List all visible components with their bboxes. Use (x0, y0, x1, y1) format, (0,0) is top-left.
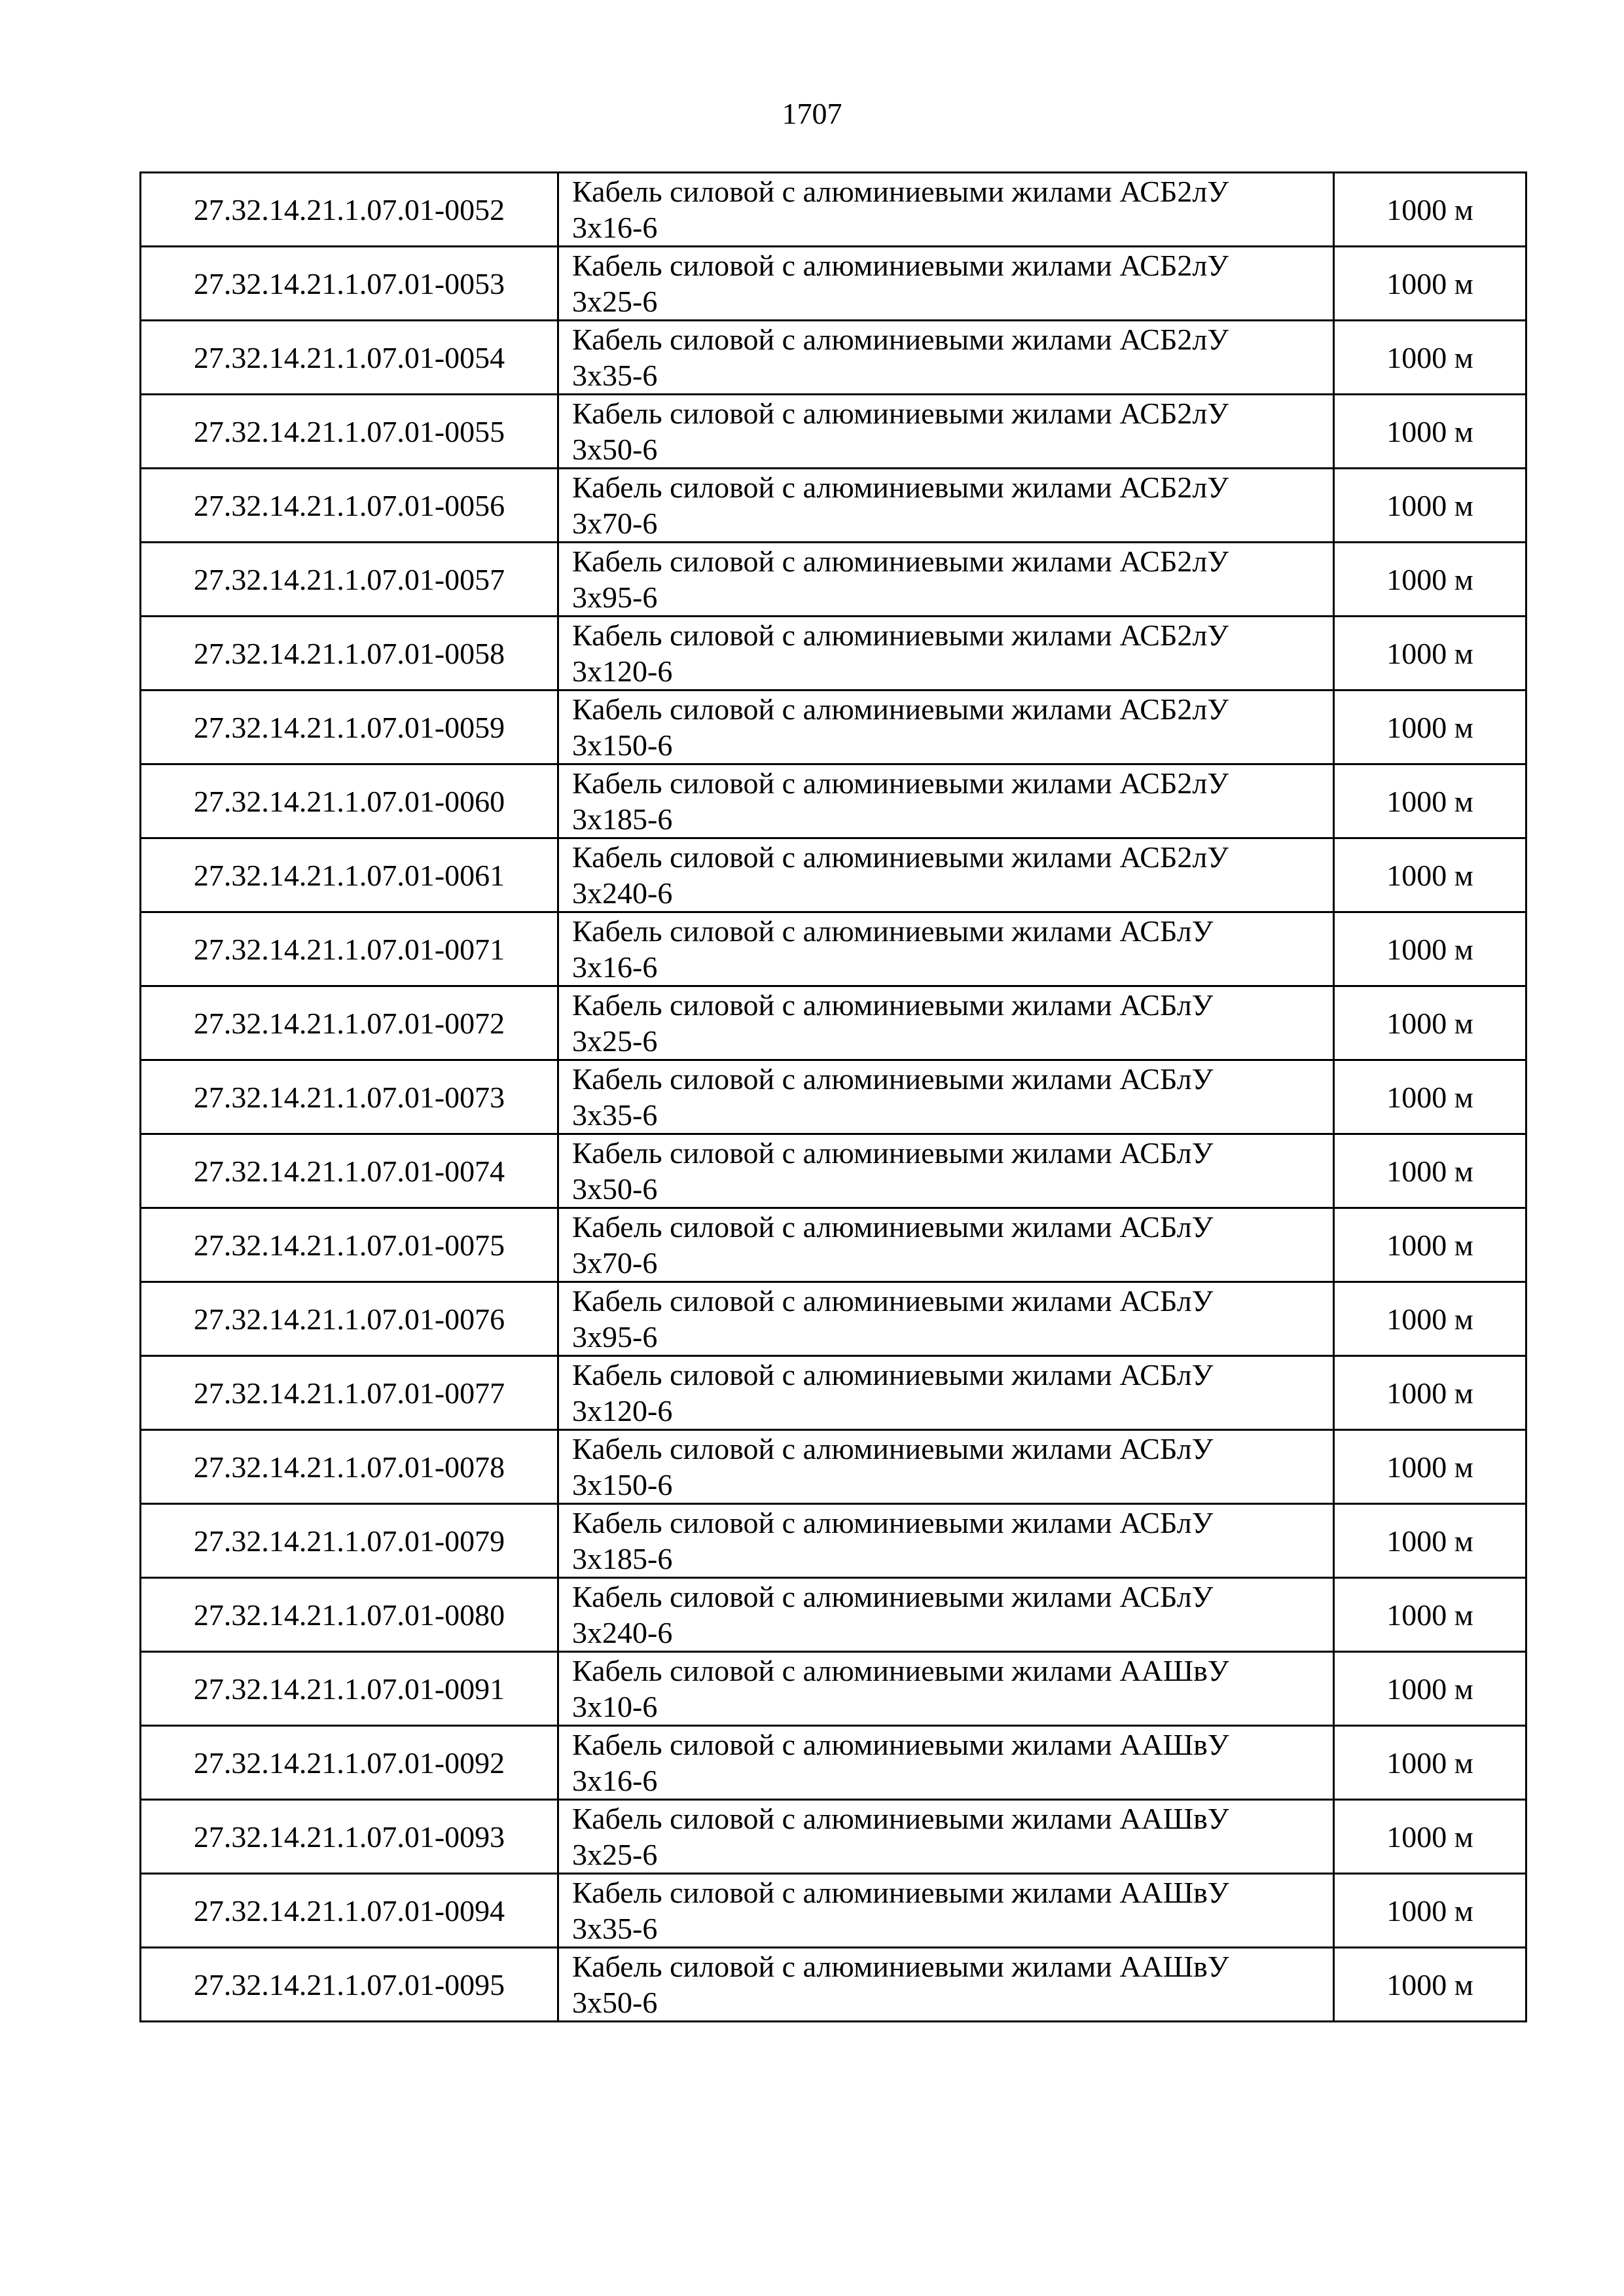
item-name-cell (558, 1282, 1334, 1356)
item-name-line-1: Кабель силовой с алюминиевыми жилами АСБ2лУ (572, 766, 1229, 800)
item-name-cell (558, 1060, 1334, 1134)
item-name-line-1: Кабель силовой с алюминиевыми жилами ААШвУ (572, 1876, 1229, 1909)
item-unit-cell: 1000 м (1334, 1948, 1526, 2022)
item-name-cell (558, 469, 1334, 543)
item-unit-cell: 1000 м (1334, 1652, 1526, 1726)
item-unit-cell: 1000 м (1334, 912, 1526, 986)
item-name-line-1: Кабель силовой с алюминиевыми жилами АСБ2лУ (572, 471, 1229, 504)
item-unit-cell: 1000 м (1334, 1356, 1526, 1430)
item-unit-cell: 1000 м (1334, 1282, 1526, 1356)
item-name-line-1: Кабель силовой с алюминиевыми жилами АСБ2лУ (572, 840, 1229, 874)
item-code-cell: 27.32.14.21.1.07.01-0074 (141, 1134, 558, 1208)
item-name-line-2: 3х35-6 (572, 1912, 658, 1945)
table-row (141, 1504, 1526, 1578)
item-name-line-2: 3х35-6 (572, 359, 658, 392)
item-name-line-1: Кабель силовой с алюминиевыми жилами АСБ2лУ (572, 619, 1229, 652)
item-name-line-2: 3х25-6 (572, 285, 658, 318)
item-name-line-2: 3х10-6 (572, 1690, 658, 1723)
item-name-cell (558, 691, 1334, 764)
item-name-cell (558, 395, 1334, 469)
item-name-cell (558, 1356, 1334, 1430)
table-row (141, 1430, 1526, 1504)
item-unit-cell: 1000 м (1334, 1800, 1526, 1874)
item-name-line-2: 3х25-6 (572, 1838, 658, 1871)
item-name-cell (558, 1726, 1334, 1800)
item-unit-cell: 1000 м (1334, 1208, 1526, 1282)
item-name-cell (558, 1652, 1334, 1726)
table-row (141, 1800, 1526, 1874)
table-row (141, 986, 1526, 1060)
item-name-line-2: 3х150-6 (572, 728, 673, 762)
item-name-line-2: 3х70-6 (572, 507, 658, 540)
item-unit-cell: 1000 м (1334, 1134, 1526, 1208)
item-name-line-2: 3х50-6 (572, 433, 658, 466)
item-name-cell (558, 247, 1334, 321)
item-name-line-1: Кабель силовой с алюминиевыми жилами АСБлУ (572, 1506, 1214, 1539)
item-code-cell: 27.32.14.21.1.07.01-0053 (141, 247, 558, 321)
item-unit-cell: 1000 м (1334, 764, 1526, 838)
item-name-line-1: Кабель силовой с алюминиевыми жилами АСБлУ (572, 1210, 1214, 1244)
item-code-cell: 27.32.14.21.1.07.01-0054 (141, 321, 558, 395)
item-name-line-1: Кабель силовой с алюминиевыми жилами АСБ2лУ (572, 175, 1229, 208)
table-row (141, 1874, 1526, 1948)
item-name-line-1: Кабель силовой с алюминиевыми жилами АСБлУ (572, 1580, 1214, 1613)
item-code-cell: 27.32.14.21.1.07.01-0075 (141, 1208, 558, 1282)
item-code-cell: 27.32.14.21.1.07.01-0052 (141, 173, 558, 247)
item-name-line-2: 3х95-6 (572, 1320, 658, 1354)
item-name-line-2: 3х95-6 (572, 581, 658, 614)
table-row (141, 1948, 1526, 2022)
table-row (141, 838, 1526, 912)
table-row (141, 247, 1526, 321)
item-unit-cell: 1000 м (1334, 1874, 1526, 1948)
item-code-cell: 27.32.14.21.1.07.01-0056 (141, 469, 558, 543)
item-code-cell: 27.32.14.21.1.07.01-0059 (141, 691, 558, 764)
item-name-line-1: Кабель силовой с алюминиевыми жилами ААШвУ (572, 1654, 1229, 1687)
item-name-line-1: Кабель силовой с алюминиевыми жилами АСБлУ (572, 1062, 1214, 1096)
table-row (141, 912, 1526, 986)
item-code-cell: 27.32.14.21.1.07.01-0092 (141, 1726, 558, 1800)
item-name-cell (558, 1874, 1334, 1948)
item-name-cell (558, 173, 1334, 247)
item-code-cell: 27.32.14.21.1.07.01-0094 (141, 1874, 558, 1948)
item-name-cell (558, 912, 1334, 986)
item-code-cell: 27.32.14.21.1.07.01-0077 (141, 1356, 558, 1430)
item-name-line-1: Кабель силовой с алюминиевыми жилами АСБ2лУ (572, 692, 1229, 726)
item-code-cell: 27.32.14.21.1.07.01-0079 (141, 1504, 558, 1578)
page-number: 1707 (782, 97, 842, 130)
item-code-cell: 27.32.14.21.1.07.01-0078 (141, 1430, 558, 1504)
table-row (141, 1134, 1526, 1208)
item-name-cell (558, 617, 1334, 691)
item-name-cell (558, 838, 1334, 912)
item-name-line-2: 3х50-6 (572, 1986, 658, 2019)
item-name-cell (558, 1208, 1334, 1282)
item-unit-cell: 1000 м (1334, 838, 1526, 912)
item-unit-cell: 1000 м (1334, 1430, 1526, 1504)
item-name-line-1: Кабель силовой с алюминиевыми жилами АСБлУ (572, 914, 1214, 948)
table-row (141, 395, 1526, 469)
item-name-line-2: 3х150-6 (572, 1468, 673, 1501)
item-name-line-1: Кабель силовой с алюминиевыми жилами ААШвУ (572, 1950, 1229, 1983)
table-row (141, 617, 1526, 691)
item-code-cell: 27.32.14.21.1.07.01-0071 (141, 912, 558, 986)
item-name-cell (558, 1800, 1334, 1874)
item-name-line-2: 3х240-6 (572, 876, 673, 910)
item-code-cell: 27.32.14.21.1.07.01-0058 (141, 617, 558, 691)
item-name-line-2: 3х25-6 (572, 1024, 658, 1058)
item-name-line-2: 3х185-6 (572, 1542, 673, 1575)
item-name-cell (558, 1578, 1334, 1652)
item-name-line-1: Кабель силовой с алюминиевыми жилами АСБ2лУ (572, 323, 1229, 356)
table-row (141, 321, 1526, 395)
table-row (141, 1652, 1526, 1726)
item-name-cell (558, 1948, 1334, 2022)
item-name-line-2: 3х240-6 (572, 1616, 673, 1649)
table-row (141, 173, 1526, 247)
item-name-line-1: Кабель силовой с алюминиевыми жилами АСБ2лУ (572, 545, 1229, 578)
item-name-cell (558, 321, 1334, 395)
item-unit-cell: 1000 м (1334, 543, 1526, 617)
item-code-cell: 27.32.14.21.1.07.01-0095 (141, 1948, 558, 2022)
item-name-line-1: Кабель силовой с алюминиевыми жилами ААШвУ (572, 1728, 1229, 1761)
item-name-line-2: 3х120-6 (572, 1394, 673, 1427)
item-unit-cell: 1000 м (1334, 469, 1526, 543)
item-unit-cell: 1000 м (1334, 691, 1526, 764)
item-code-cell: 27.32.14.21.1.07.01-0055 (141, 395, 558, 469)
item-name-line-2: 3х50-6 (572, 1172, 658, 1206)
item-unit-cell: 1000 м (1334, 1578, 1526, 1652)
item-code-cell: 27.32.14.21.1.07.01-0093 (141, 1800, 558, 1874)
table-body (141, 173, 1526, 2022)
item-name-line-2: 3х16-6 (572, 211, 658, 244)
item-name-line-2: 3х70-6 (572, 1246, 658, 1280)
item-code-cell: 27.32.14.21.1.07.01-0057 (141, 543, 558, 617)
item-code-cell: 27.32.14.21.1.07.01-0072 (141, 986, 558, 1060)
item-name-line-1: Кабель силовой с алюминиевыми жилами ААШвУ (572, 1802, 1229, 1835)
table-row (141, 543, 1526, 617)
item-name-line-1: Кабель силовой с алюминиевыми жилами АСБлУ (572, 1432, 1214, 1465)
table-row (141, 764, 1526, 838)
item-name-cell (558, 764, 1334, 838)
item-name-line-2: 3х35-6 (572, 1098, 658, 1132)
item-name-cell (558, 986, 1334, 1060)
item-name-line-1: Кабель силовой с алюминиевыми жилами АСБ2лУ (572, 397, 1229, 430)
item-name-line-1: Кабель силовой с алюминиевыми жилами АСБлУ (572, 988, 1214, 1022)
item-name-cell (558, 1504, 1334, 1578)
item-code-cell: 27.32.14.21.1.07.01-0080 (141, 1578, 558, 1652)
item-name-line-2: 3х16-6 (572, 950, 658, 984)
item-name-cell (558, 1430, 1334, 1504)
item-name-line-1: Кабель силовой с алюминиевыми жилами АСБлУ (572, 1284, 1214, 1318)
item-name-line-2: 3х120-6 (572, 655, 673, 688)
item-code-cell: 27.32.14.21.1.07.01-0091 (141, 1652, 558, 1726)
item-code-cell: 27.32.14.21.1.07.01-0073 (141, 1060, 558, 1134)
item-unit-cell: 1000 м (1334, 1726, 1526, 1800)
item-name-line-2: 3х185-6 (572, 802, 673, 836)
item-name-line-1: Кабель силовой с алюминиевыми жилами АСБ2лУ (572, 249, 1229, 282)
item-unit-cell: 1000 м (1334, 321, 1526, 395)
item-unit-cell: 1000 м (1334, 173, 1526, 247)
item-unit-cell: 1000 м (1334, 617, 1526, 691)
item-unit-cell: 1000 м (1334, 1060, 1526, 1134)
item-name-line-2: 3х16-6 (572, 1764, 658, 1797)
item-name-cell (558, 1134, 1334, 1208)
item-code-cell: 27.32.14.21.1.07.01-0076 (141, 1282, 558, 1356)
table-row (141, 1282, 1526, 1356)
item-name-line-1: Кабель силовой с алюминиевыми жилами АСБлУ (572, 1358, 1214, 1391)
table-row (141, 469, 1526, 543)
item-code-cell: 27.32.14.21.1.07.01-0060 (141, 764, 558, 838)
item-unit-cell: 1000 м (1334, 395, 1526, 469)
cable-items-table (139, 171, 1527, 2022)
item-name-cell (558, 543, 1334, 617)
table-row (141, 1356, 1526, 1430)
table-row (141, 1726, 1526, 1800)
item-unit-cell: 1000 м (1334, 247, 1526, 321)
item-unit-cell: 1000 м (1334, 1504, 1526, 1578)
table-row (141, 1060, 1526, 1134)
item-unit-cell: 1000 м (1334, 986, 1526, 1060)
table-row (141, 1578, 1526, 1652)
item-code-cell: 27.32.14.21.1.07.01-0061 (141, 838, 558, 912)
table-row (141, 1208, 1526, 1282)
item-name-line-1: Кабель силовой с алюминиевыми жилами АСБлУ (572, 1136, 1214, 1170)
table-row (141, 691, 1526, 764)
